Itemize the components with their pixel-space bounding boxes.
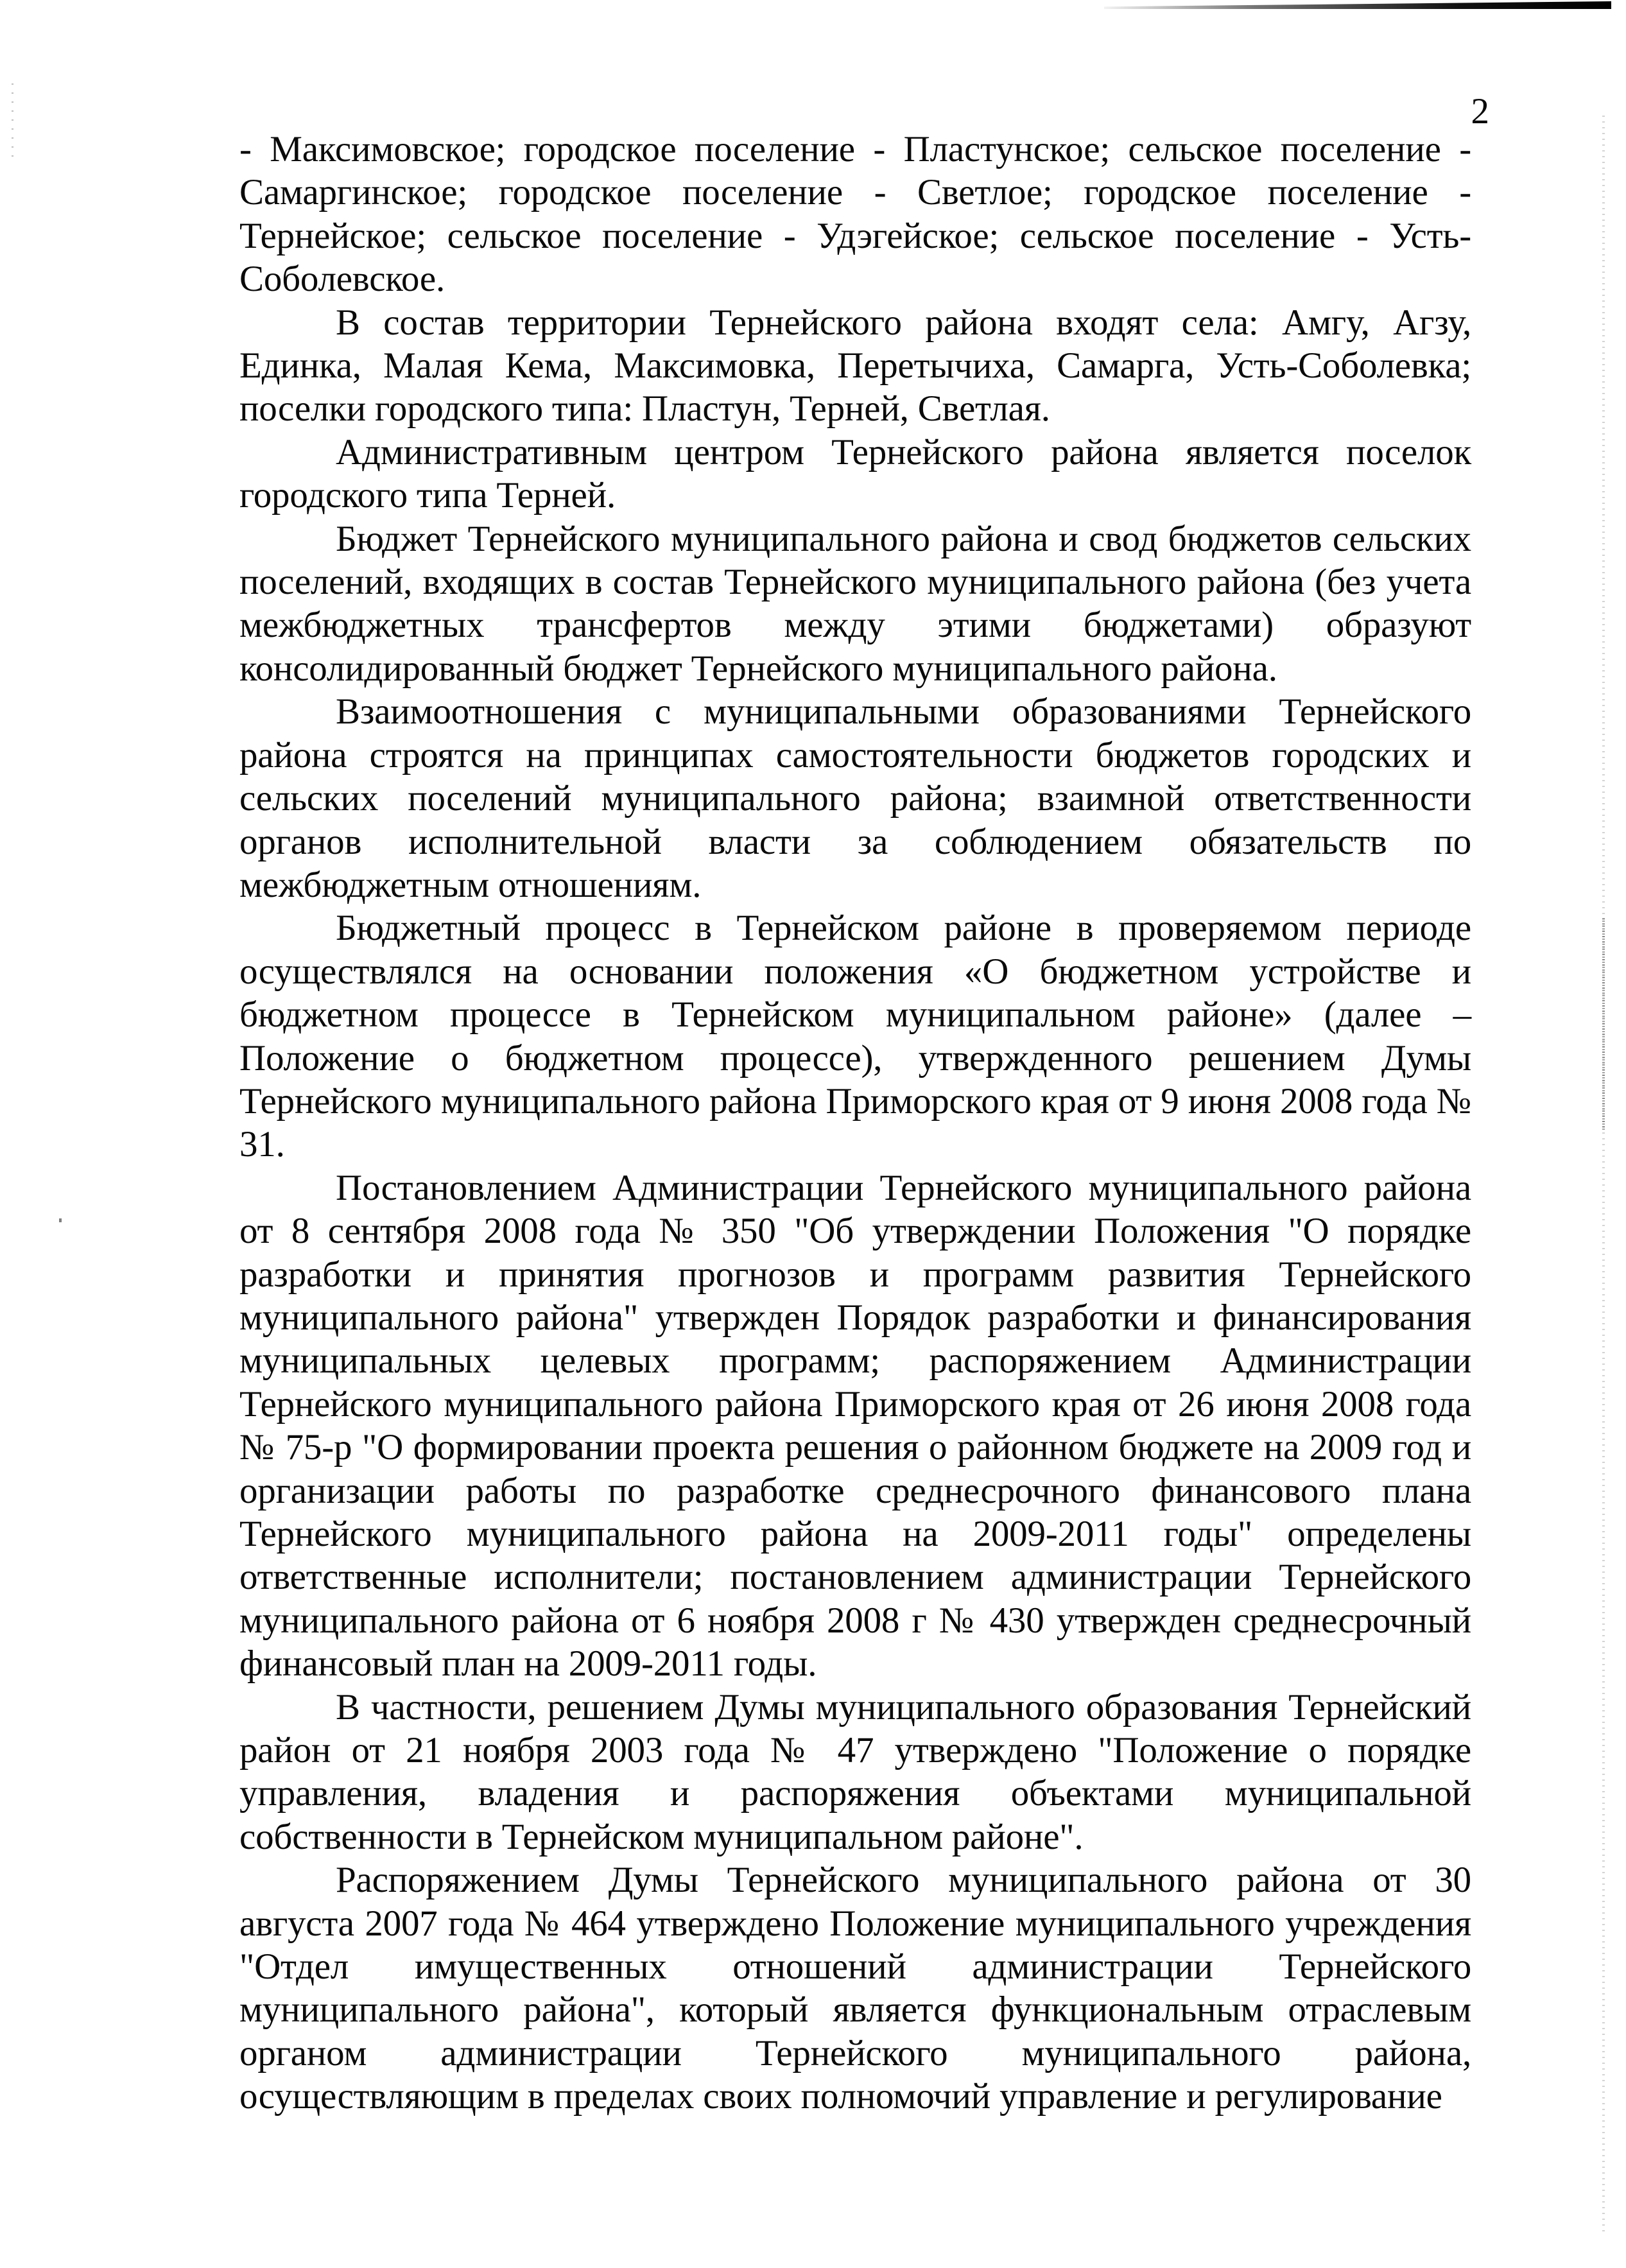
paragraph-consolidated-budget: Бюджет Тернейского муниципального района и свод бюджетов сельских поселений, входящих в состав Тернейского муниципального района (без учета межбюджетных трансфертов между этими бюджетами) образуют консолидированный бюджет Тернейского муниципального района. bbox=[239, 518, 1471, 689]
scan-speck bbox=[59, 1218, 62, 1222]
scan-edge-shadow bbox=[1104, 1, 1611, 9]
document-body bbox=[239, 128, 1471, 2118]
page-number: 2 bbox=[1471, 91, 1489, 132]
paragraph-administrative-center: Административным центром Тернейского района является поселок городского типа Терней. bbox=[239, 431, 1471, 516]
paragraph-administration-resolution: Постановлением Администрации Тернейского муниципального района от 8 сентября 2008 года № 350 "Об утверждении Положения "О порядке разработки и принятия прогнозов и программ развития Тернейского муниципального района" утвержден Порядок разработки и финансирования муниципальных целевых программ; распоряжением Администрации Тернейского муниципального района Приморского края от 26 июня 2008 года № 75-р "О формировании проекта решения о районном бюджете на 2009 год и организации работы по разработке среднесрочного финансового плана Тернейского муниципального района на 2009-2011 годы" определены ответственные исполнители; постановлением администрации Тернейского муниципального района от 6 ноября 2008 г № 430 утвержден среднесрочный финансовый план на 2009-2011 годы. bbox=[239, 1167, 1471, 1684]
paragraph-settlements-continued: - Максимовское; городское поселение - Пластунское; сельское поселение - Самаргинское; городское поселение - Светлое; городское поселение - Тернейское; сельское поселение - Удэгейское; сельское поселение - Усть-Соболевское. bbox=[239, 129, 1471, 300]
paragraph-budget-process: Бюджетный процесс в Тернейском районе в проверяемом периоде осуществлялся на основании положения «О бюджетном устройстве и бюджетном процессе в Тернейском муниципальном районе» (далее – Положение о бюджетном процессе), утвержденного решением Думы Тернейского муниципального района Приморского края от 9 июня 2008 года № 31. bbox=[239, 908, 1471, 1165]
scan-speckles bbox=[12, 83, 13, 160]
paragraph-property-department: Распоряжением Думы Тернейского муниципального района от 30 августа 2007 года № 464 утверждено Положение муниципального учреждения "Отдел имущественных отношений администрации Тернейского муниципального района", который является функциональным отраслевым органом администрации Тернейского муниципального района, осуществляющим в пределах своих полномочий управление и регулирование bbox=[239, 1860, 1471, 2117]
paragraph-territory-composition: В состав территории Тернейского района входят села: Амгу, Агзу, Единка, Малая Кема, Максимовка, Перетычиха, Самарга, Усть-Соболевка; поселки городского типа: Пластун, Терней, Светлая. bbox=[239, 302, 1471, 429]
scan-edge-noise-dense bbox=[1602, 918, 1605, 1130]
paragraph-intermunicipal-relations: Взаимоотношения с муниципальными образованиями Тернейского района строятся на принципах самостоятельности бюджетов городских и сельских поселений муниципального района; взаимной ответственности органов исполнительной власти за соблюдением обязательств по межбюджетным отношениям. bbox=[239, 691, 1471, 905]
paragraph-duma-decision: В частности, решением Думы муниципального образования Тернейский район от 21 ноября 2003 года № 47 утверждено "Положение о порядке управления, владения и распоряжения объектами муниципальной собственности в Тернейском муниципальном районе". bbox=[239, 1686, 1471, 1857]
scan-edge-noise bbox=[1602, 116, 1605, 2234]
